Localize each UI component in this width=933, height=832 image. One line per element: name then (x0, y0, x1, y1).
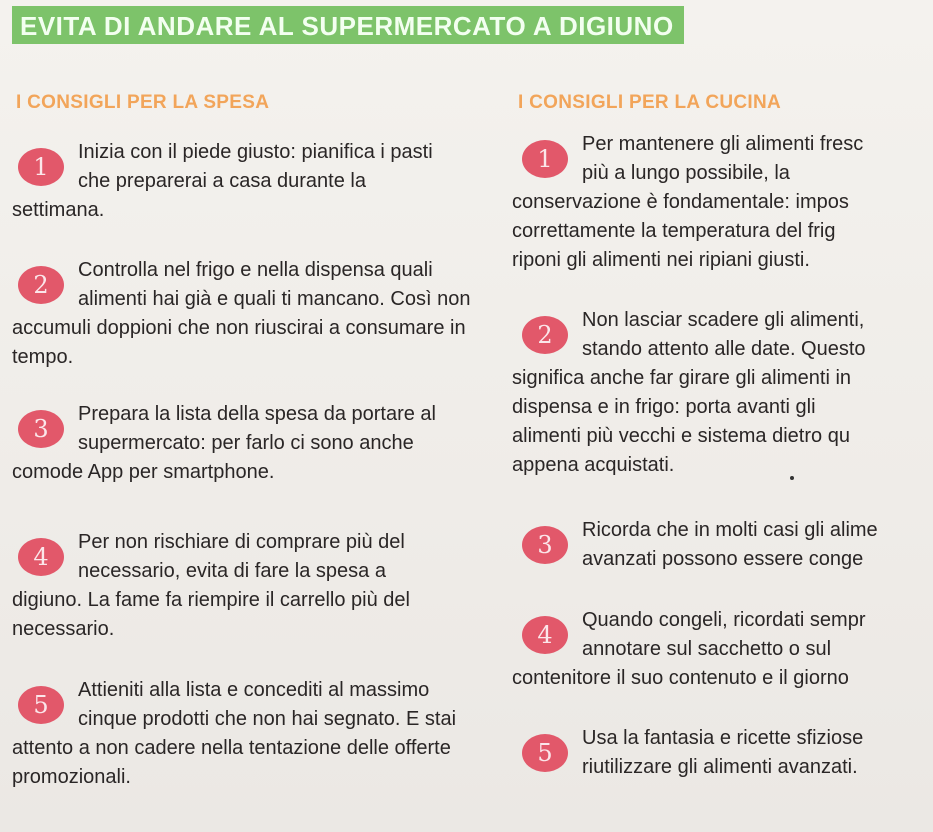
tip-line: avanzati possono essere conge (582, 548, 864, 570)
tip-line: stando attento alle date. Questo (582, 338, 866, 360)
right-tip-1 (512, 130, 933, 275)
number-badge: 4 (522, 616, 568, 654)
tip-line: contenitore il suo contenuto e il giorno (512, 667, 849, 689)
tip-text: Prepara la lista della spesa da portare al supermercato: per farlo ci sono anche comode App per smartphone. (12, 403, 436, 483)
tip-line: Non lasciar scadere gli alimenti, (582, 309, 865, 331)
right-tip-5 (512, 724, 933, 782)
tip-line: correttamente la temperatura del frig (512, 220, 836, 242)
tip-text: Per non rischiare di comprare più del necessario, evita di fare la spesa a digiuno. La fame fa riempire il carrello più del necessario. (12, 531, 410, 640)
tip-line: riponi gli alimenti nei ripiani giusti. (512, 249, 810, 271)
left-tip-2 (12, 256, 482, 372)
number-badge: 2 (522, 316, 568, 354)
tip-line: più a lungo possibile, la (582, 162, 790, 184)
right-column (512, 88, 933, 778)
right-section-title: I CONSIGLI PER LA CUCINA (518, 92, 782, 113)
right-tip-3 (512, 516, 933, 574)
number-badge: 5 (18, 686, 64, 724)
tip-line: significa anche far girare gli alimenti in (512, 367, 852, 389)
tip-line: annotare sul sacchetto o sul (582, 638, 832, 660)
number-badge: 2 (18, 266, 64, 304)
number-badge: 5 (522, 734, 568, 772)
left-column (12, 88, 482, 788)
headline-banner: EVITA DI ANDARE AL SUPERMERCATO A DIGIUNO (12, 6, 684, 44)
tip-line: appena acquistati. (512, 454, 675, 476)
left-tip-1 (12, 138, 482, 225)
left-tip-4 (12, 528, 482, 644)
left-section-title: I CONSIGLI PER LA SPESA (16, 92, 270, 113)
tip-text: Controlla nel frigo e nella dispensa quali alimenti hai già e quali ti mancano. Così non accumuli doppioni che non riuscirai a consumare in tempo. (12, 259, 471, 368)
tip-text: Attieniti alla lista e concediti al massimo cinque prodotti che non hai segnato. E stai attento a non cadere nella tentazione delle offerte promozionali. (12, 679, 457, 788)
right-tip-2 (512, 306, 933, 480)
tip-line: riutilizzare gli alimenti avanzati. (582, 756, 858, 778)
left-tip-5 (12, 676, 482, 792)
tip-text: Inizia con il piede giusto: pianifica i pasti che preparerai a casa durante la settimana. (12, 141, 433, 221)
number-badge: 1 (18, 148, 64, 186)
left-tip-3 (12, 400, 482, 487)
tip-line: Per mantenere gli alimenti fresc (582, 133, 864, 155)
ink-speck (790, 476, 794, 480)
right-tip-4 (512, 606, 933, 693)
number-badge: 3 (522, 526, 568, 564)
tip-line: dispensa e in frigo: porta avanti gli (512, 396, 816, 418)
tip-line: conservazione è fondamentale: impos (512, 191, 849, 213)
tip-line: alimenti più vecchi e sistema dietro qu (512, 425, 850, 447)
number-badge: 1 (522, 140, 568, 178)
tip-line: Usa la fantasia e ricette sfiziose (582, 727, 864, 749)
tip-line: Ricorda che in molti casi gli alime (582, 519, 878, 541)
tip-line: Quando congeli, ricordati sempr (582, 609, 866, 631)
number-badge: 3 (18, 410, 64, 448)
number-badge: 4 (18, 538, 64, 576)
